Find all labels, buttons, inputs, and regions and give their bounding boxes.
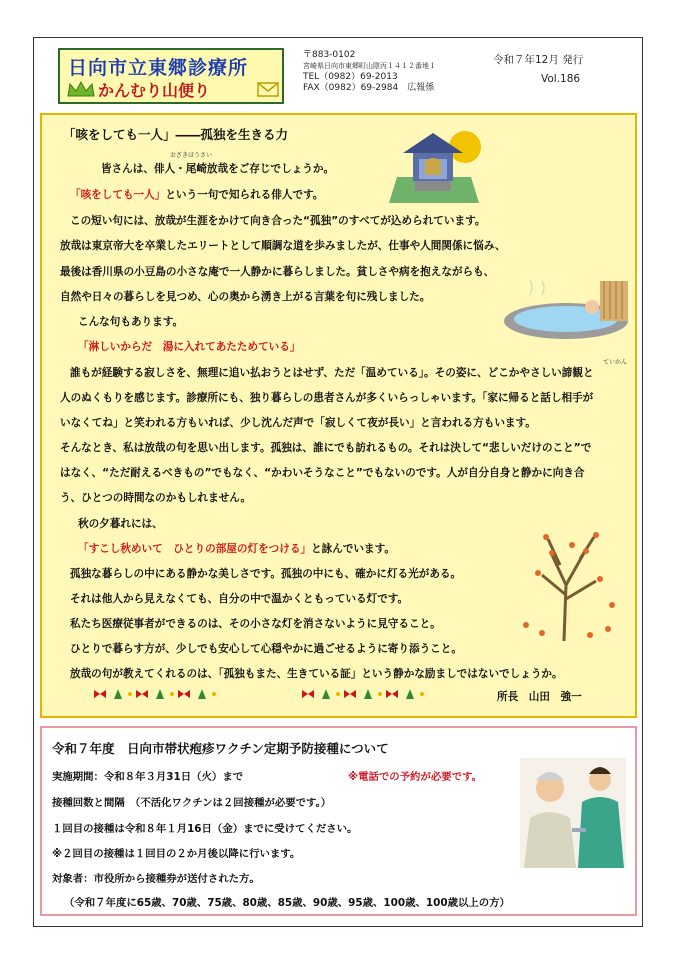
article-line-3: この短い句には、放哉が生涯をかけて向き合った“孤独”のすべてが込められています。 xyxy=(70,215,486,227)
article-panel xyxy=(40,113,637,718)
article-line-17: 孤独な暮らしの中にある静かな美しさです。孤独の中にも、確かに灯る光がある。 xyxy=(70,568,462,580)
article-line-14: う、ひとつの時間なのかもしれません。 xyxy=(60,492,252,504)
article-line-16: 「すこし秋めいて ひとりの部屋の灯をつける」と詠んでいます。 xyxy=(78,543,395,555)
vaccine-times: 接種回数と間隔 （不活化ワクチンは２回接種が必要です。） xyxy=(52,797,332,809)
newsletter-name: かんむり山便り xyxy=(98,81,211,100)
temple-illustration xyxy=(385,125,483,205)
quote-cough: 「咳をしても一人」 xyxy=(70,189,166,201)
article-line-7: こんな句もあります。 xyxy=(78,316,184,328)
vaccine-ages: （令和７年度に65歳、70歳、75歳、80歳、85歳、90歳、95歳、100歳、100歳以上の方） xyxy=(64,897,510,909)
vaccine-target: 対象者：市役所から接種券が送付された方。 xyxy=(52,873,260,885)
phone-note: ※電話での予約が必要です。 xyxy=(348,771,482,783)
article-line-18: それは他人から見えなくても、自分の中で温かくともっている灯です。 xyxy=(70,593,409,605)
article-line-4: 放哉は東京帝大を卒業したエリートとして順調な道を歩みましたが、仕事や人間関係に悩み、 xyxy=(60,240,506,252)
article-line-21: 放哉の句が教えてくれるのは、「孤独もまた、生きている証」という静かな励ましではないでしょうか。 xyxy=(70,668,563,680)
article-line-10: 人のぬくもりを感じます。診療所にも、独り暮らしの患者さんが多くいらっしゃいます。「家に帰ると話し相手が xyxy=(60,392,594,404)
ribbon-divider xyxy=(92,687,220,701)
article-line-19: 私たち医療従事者ができるのは、その小さな灯を消さないように見守ること。 xyxy=(70,618,441,630)
crown-icon xyxy=(66,80,96,98)
autumn-tree-illustration xyxy=(512,525,622,641)
vaccination-illustration xyxy=(520,758,626,868)
contact-block xyxy=(303,50,436,94)
quote-bath: 「淋しいからだ 湯に入れてあたためている」 xyxy=(78,341,301,353)
address: 宮崎県日向市東郷町山陰丙１４１２番地１ xyxy=(303,62,436,70)
fax: FAX（0982）69-2984 xyxy=(303,83,399,93)
article-line-12: そんなとき、私は放哉の句を思い出します。孤独は、誰にでも訪れるもの。それは決して“悲しいだけのこと”で xyxy=(60,442,592,454)
volume-number: Vol.186 xyxy=(541,73,581,85)
ribbon-divider xyxy=(300,687,440,701)
article-line-9: 誰もが経験する寂しさを、無理に追い払おうとはせず、ただ「温めている」。その姿に、どこかやさしい諦観と xyxy=(70,367,594,379)
article-line-6: 自然や日々の暮らしを見つめ、心の奥から湧き上がる言葉を句に残しました。 xyxy=(60,291,431,303)
vaccine-title: 令和７年度 日向市帯状疱疹ワクチン定期予防接種について xyxy=(52,741,389,756)
ruby-teikan: ていかん xyxy=(603,359,628,366)
article-line-5: 最後は香川県の小豆島の小さな庵で一人静かに暮らしました。貧しさや病を抱えながらも、 xyxy=(60,266,495,278)
vaccine-panel xyxy=(40,726,637,916)
article-line-1: 皆さんは、俳人・尾崎放哉をご存じでしょうか。 xyxy=(101,163,335,175)
article-line-11: いなくてね」と笑われる方もいれば、少し沈んだ声で「寂しくて夜が長い」と言われる方もいます。 xyxy=(60,417,536,429)
newsletter-logo xyxy=(58,48,284,104)
quote-autumn: 「すこし秋めいて ひとりの部屋の灯をつける」 xyxy=(78,543,312,555)
article-title: 「咳をしても一人」――孤独を生きる力 xyxy=(63,127,289,142)
tel: TEL（0982）69-2013 xyxy=(303,72,398,82)
ruby-ozaki: おざきほうさい xyxy=(170,152,213,159)
vaccine-period: 実施期間：令和８年３月31日（火）まで xyxy=(52,771,244,783)
signature: 所長 山田 強一 xyxy=(497,691,582,703)
postal-code: 〒883-0102 xyxy=(303,50,356,60)
article-line-15: 秋の夕暮れには、 xyxy=(78,518,163,530)
vaccine-second: ※２回目の接種は１回目の２か月後以降に行います。 xyxy=(52,848,301,860)
dept: 広報係 xyxy=(407,83,435,93)
envelope-icon xyxy=(257,81,279,97)
article-line-20: ひとりで暮らす方が、少しでも安心して心穏やかに過ごせるように寄り添うこと。 xyxy=(70,643,462,655)
issue-date: 令和７年12月 発行 xyxy=(493,54,584,66)
clinic-name: 日向市立東郷診療所 xyxy=(68,57,249,79)
article-line-13: はなく、“ただ耐えるべきもの”でもなく、“かわいそうなこと”でもないのです。人が自分自身と静かに向き合 xyxy=(60,467,585,479)
hot-spring-illustration xyxy=(500,275,632,343)
vaccine-first: １回目の接種は令和８年１月16日（金）までに受けてください。 xyxy=(52,823,358,835)
article-line-2: 「咳をしても一人」という一句で知られる俳人です。 xyxy=(70,189,324,201)
